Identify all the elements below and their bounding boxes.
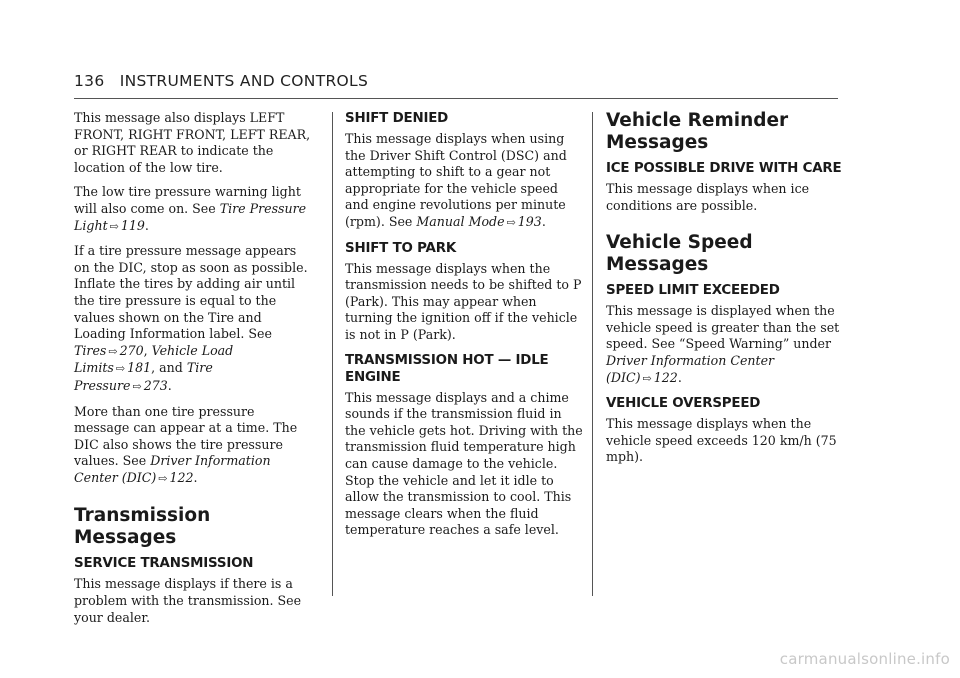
subsection-heading: SPEED LIMIT EXCEEDED	[606, 283, 780, 299]
subsection-heading: SHIFT DENIED	[345, 111, 449, 126]
subsection-heading: SERVICE TRANSMISSION	[74, 556, 254, 572]
page-number: 136	[74, 72, 105, 90]
column-3	[606, 110, 844, 474]
section-heading: Vehicle Reminder Messages	[606, 110, 789, 153]
subsection-heading: TRANSMISSION HOT — IDLE ENGINE	[345, 352, 549, 385]
subsection-heading: ICE POSSIBLE DRIVE WITH CARE	[606, 161, 842, 176]
cross-reference-link[interactable]: Vehicle Load Limits ⇨ 181	[74, 342, 234, 376]
paragraph: This message displays when using the Driver Shift Control (DSC) and attempting to shift to a gear not appropriate for the vehicle speed and engine revolutions per minute (rpm). See Manual Mode ⇨ 193.	[345, 131, 567, 229]
column-2	[345, 110, 583, 547]
page-reference-arrow-icon: ⇨	[108, 344, 118, 358]
cross-reference-link[interactable]: Tires ⇨ 270	[74, 342, 144, 358]
page-reference-arrow-icon: ⇨	[158, 471, 168, 485]
page-reference-arrow-icon: ⇨	[115, 362, 126, 376]
paragraph: This message displays when ice conditions are possible.	[606, 181, 810, 213]
column-1	[74, 110, 312, 634]
paragraph: If a tire pressure message appears on the DIC, stop as soon as possible. Inflate the tires by adding air until the tire pressure is equal to the values shown on the Tire and Loading Information label. See Tires ⇨ 270, Vehicle Load Limits ⇨ 181, and Tire Pressure ⇨ 273.	[74, 243, 308, 393]
page-header	[74, 72, 368, 90]
paragraph: This message displays when the transmission needs to be shifted to P (Park). This may appear when turning the ignition off if the vehicle is not in P (Park).	[345, 260, 582, 342]
cross-reference-link[interactable]: Tire Pressure ⇨ 273	[74, 360, 213, 393]
subsection-heading: VEHICLE OVERSPEED	[606, 396, 761, 412]
section-title: INSTRUMENTS AND CONTROLS	[119, 72, 369, 90]
paragraph: This message displays and a chime sounds if the transmission fluid in the vehicle gets hot. Driving with the transmission fluid temperature high can cause damage to the vehicle. Stop the vehicle and let it idle to allow the transmission to cool. This message clears when the fluid temperature reaches a safe level.	[345, 389, 583, 538]
page-reference-arrow-icon: ⇨	[109, 219, 119, 233]
header-rule	[74, 98, 838, 99]
page-reference-arrow-icon: ⇨	[642, 371, 652, 385]
section-heading: Vehicle Speed Messages	[606, 232, 753, 276]
cross-reference-link[interactable]: Tire Pressure Light ⇨ 119	[74, 200, 307, 233]
paragraph: More than one tire pressure message can appear at a time. The DIC also shows the tire pressure values. See Driver Information Center (DIC) ⇨ 122.	[74, 403, 298, 485]
paragraph: The low tire pressure warning light will also come on. See Tire Pressure Light ⇨ 119.	[74, 184, 307, 233]
cross-reference-link[interactable]: Driver Information Center (DIC) ⇨ 122	[606, 352, 775, 385]
subsection-heading: SHIFT TO PARK	[345, 240, 456, 256]
watermark: carmanualsonline.info	[779, 650, 950, 668]
cross-reference-link[interactable]: Manual Mode ⇨ 193	[416, 213, 542, 229]
paragraph: This message displays if there is a problem with the transmission. See your dealer.	[74, 576, 302, 625]
section-heading: Transmission Messages	[74, 505, 211, 549]
paragraph: This message also displays LEFT FRONT, RIGHT FRONT, LEFT REAR, or RIGHT REAR to indicate the location of the low tire.	[74, 110, 311, 175]
paragraph: This message displays when the vehicle speed exceeds 120 km/h (75 mph).	[606, 416, 837, 465]
page-reference-arrow-icon: ⇨	[506, 215, 516, 229]
paragraph: This message is displayed when the vehicle speed is greater than the set speed. See “Speed Warning” under Driver Information Center (DIC) ⇨ 122.	[606, 303, 840, 385]
column-divider	[592, 112, 593, 596]
column-divider	[332, 112, 333, 596]
page-reference-arrow-icon: ⇨	[132, 379, 142, 393]
cross-reference-link[interactable]: Driver Information Center (DIC) ⇨ 122	[74, 453, 271, 485]
